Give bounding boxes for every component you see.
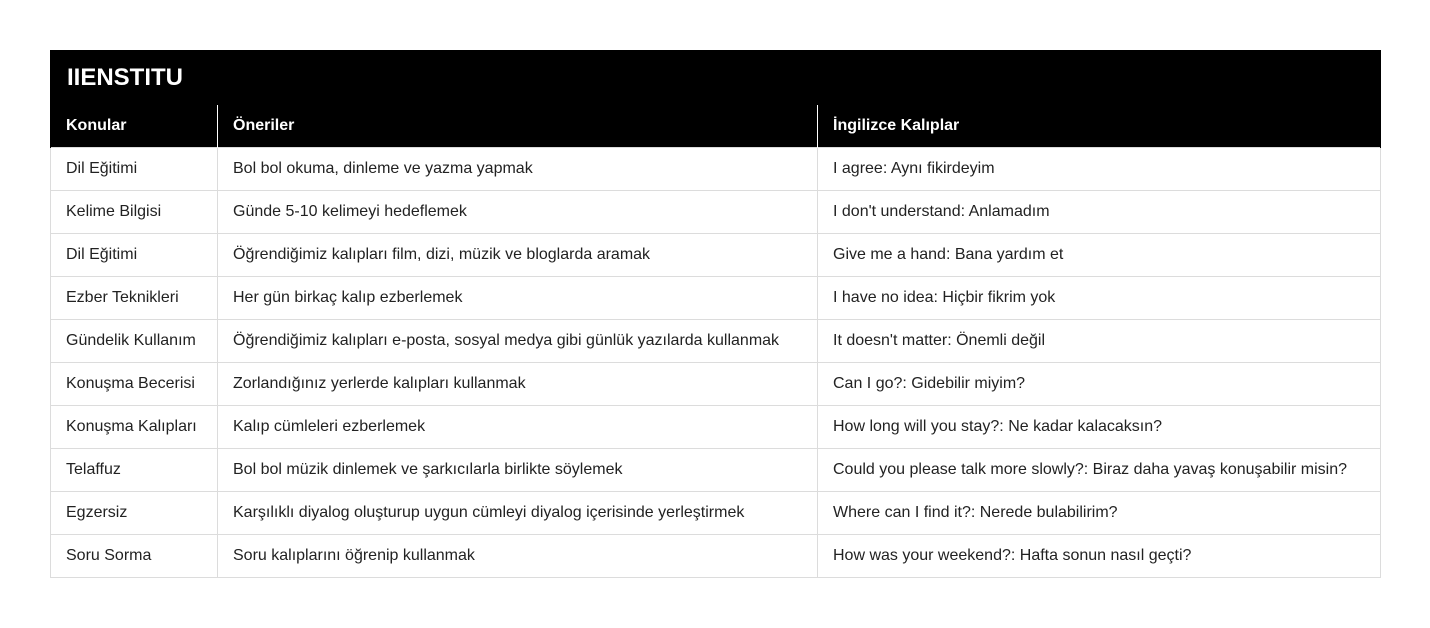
table-title: IIENSTITU xyxy=(51,51,1381,105)
cell-kalip: I don't understand: Anlamadım xyxy=(818,191,1381,234)
cell-oneri: Soru kalıplarını öğrenip kullanmak xyxy=(218,535,818,578)
cell-konu: Konuşma Kalıpları xyxy=(51,406,218,449)
table-row xyxy=(51,234,1381,277)
cell-konu: Telaffuz xyxy=(51,449,218,492)
table-row xyxy=(51,492,1381,535)
column-header-ingilizce-kaliplar: İngilizce Kalıplar xyxy=(818,105,1381,148)
cell-kalip: I have no idea: Hiçbir fikrim yok xyxy=(818,277,1381,320)
cell-konu: Gündelik Kullanım xyxy=(51,320,218,363)
cell-oneri: Zorlandığınız yerlerde kalıpları kullanmak xyxy=(218,363,818,406)
cell-oneri: Bol bol müzik dinlemek ve şarkıcılarla birlikte söylemek xyxy=(218,449,818,492)
table-row xyxy=(51,363,1381,406)
cell-konu: Dil Eğitimi xyxy=(51,234,218,277)
table-row xyxy=(51,406,1381,449)
cell-oneri: Her gün birkaç kalıp ezberlemek xyxy=(218,277,818,320)
table-row xyxy=(51,191,1381,234)
cell-konu: Konuşma Becerisi xyxy=(51,363,218,406)
cell-oneri: Öğrendiğimiz kalıpları film, dizi, müzik ve bloglarda aramak xyxy=(218,234,818,277)
table-row xyxy=(51,320,1381,363)
cell-konu: Egzersiz xyxy=(51,492,218,535)
table-row xyxy=(51,148,1381,191)
table-row xyxy=(51,535,1381,578)
cell-oneri: Öğrendiğimiz kalıpları e-posta, sosyal medya gibi günlük yazılarda kullanmak xyxy=(218,320,818,363)
cell-kalip: Where can I find it?: Nerede bulabilirim? xyxy=(818,492,1381,535)
cell-konu: Soru Sorma xyxy=(51,535,218,578)
cell-konu: Dil Eğitimi xyxy=(51,148,218,191)
cell-kalip: I agree: Aynı fikirdeyim xyxy=(818,148,1381,191)
cell-kalip: How was your weekend?: Hafta sonun nasıl geçti? xyxy=(818,535,1381,578)
cell-oneri: Günde 5-10 kelimeyi hedeflemek xyxy=(218,191,818,234)
cell-kalip: How long will you stay?: Ne kadar kalacaksın? xyxy=(818,406,1381,449)
cell-oneri: Bol bol okuma, dinleme ve yazma yapmak xyxy=(218,148,818,191)
column-header-oneriler: Öneriler xyxy=(218,105,818,148)
cell-kalip: It doesn't matter: Önemli değil xyxy=(818,320,1381,363)
column-header-konular: Konular xyxy=(51,105,218,148)
cell-kalip: Could you please talk more slowly?: Biraz daha yavaş konuşabilir misin? xyxy=(818,449,1381,492)
cell-konu: Ezber Teknikleri xyxy=(51,277,218,320)
cell-kalip: Give me a hand: Bana yardım et xyxy=(818,234,1381,277)
cell-konu: Kelime Bilgisi xyxy=(51,191,218,234)
data-table xyxy=(50,50,1381,578)
cell-oneri: Kalıp cümleleri ezberlemek xyxy=(218,406,818,449)
cell-kalip: Can I go?: Gidebilir miyim? xyxy=(818,363,1381,406)
table-header-row xyxy=(51,105,1381,148)
table-title-row xyxy=(51,51,1381,105)
table-container xyxy=(50,50,1380,578)
table-row xyxy=(51,449,1381,492)
cell-oneri: Karşılıklı diyalog oluşturup uygun cümleyi diyalog içerisinde yerleştirmek xyxy=(218,492,818,535)
table-row xyxy=(51,277,1381,320)
